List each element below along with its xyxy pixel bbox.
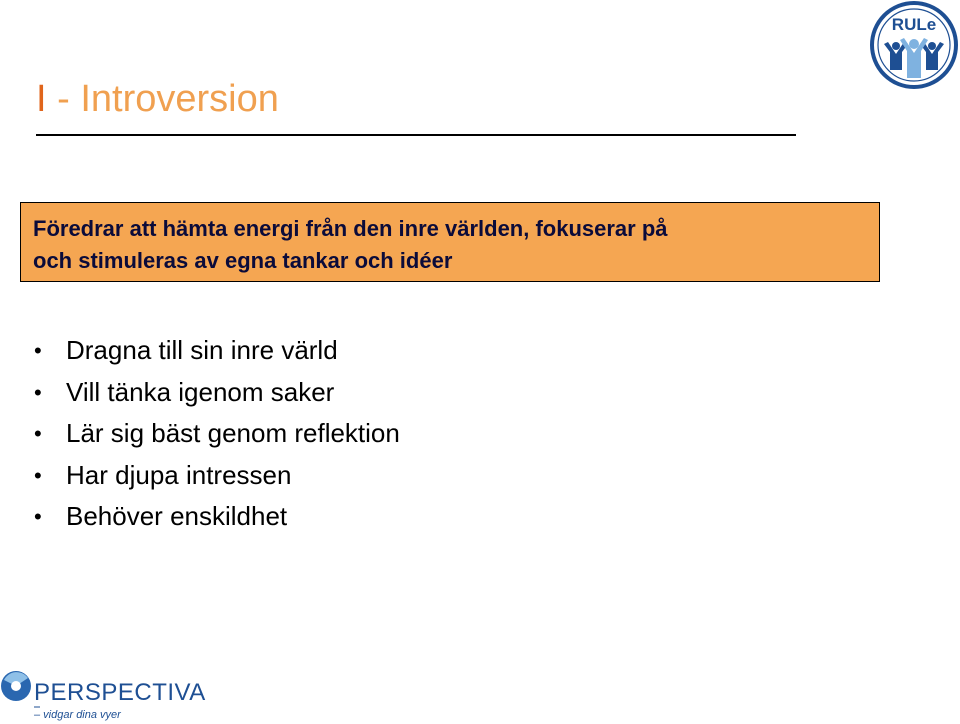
trait-bullet-list	[32, 330, 400, 538]
list-item-text: Vill tänka igenom saker	[66, 376, 335, 407]
bullet-icon: •	[34, 421, 42, 447]
list-item	[32, 413, 400, 455]
slide-title	[36, 76, 279, 122]
list-item-text: Har djupa intressen	[66, 459, 292, 490]
callout-line-1: Föredrar att hämta energi från den inre världen, fokuserar på	[33, 216, 668, 241]
bullet-icon: •	[34, 462, 42, 488]
perspectiva-wordmark: PERSPECTIVA	[34, 679, 206, 706]
definition-callout	[20, 202, 880, 282]
list-item	[32, 455, 400, 497]
slide-title-text: - Introversion	[46, 78, 279, 120]
title-divider	[36, 134, 796, 136]
list-item	[32, 496, 400, 538]
list-item	[32, 330, 400, 372]
list-item-text: Dragna till sin inre värld	[66, 335, 338, 365]
bullet-icon: •	[34, 338, 42, 363]
rule-logo-text: RULe	[891, 15, 937, 34]
rule-logo-icon	[866, 0, 960, 90]
callout-line-2: och stimuleras av egna tankar och idéer	[33, 248, 453, 273]
perspectiva-tagline: – vidgar dina vyer	[34, 709, 121, 721]
list-item-text: Lär sig bäst genom reflektion	[66, 418, 400, 449]
slide-title-letter: I	[36, 78, 47, 120]
list-item	[32, 372, 400, 414]
bullet-icon: •	[34, 504, 42, 530]
list-item-text: Behöver enskildhet	[66, 501, 288, 532]
bullet-icon: •	[34, 379, 42, 405]
